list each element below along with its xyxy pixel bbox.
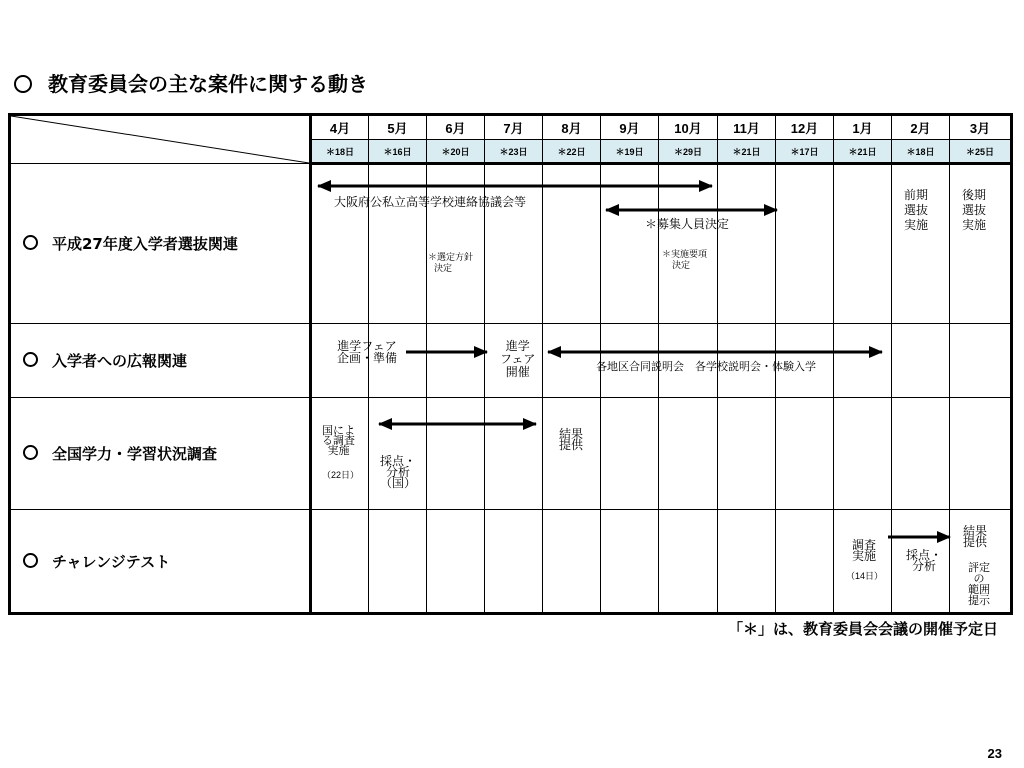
late-selection-line: 後期 [962, 188, 987, 202]
table-cell [427, 164, 485, 324]
table-cell [485, 510, 543, 614]
early-selection-line: 前期 [904, 188, 929, 202]
table-cell [543, 164, 601, 324]
table-cell [485, 164, 543, 324]
grade-range-line: 評定 [968, 562, 990, 574]
table-cell [543, 398, 601, 510]
fair-prep-line: 進学フェア [337, 339, 397, 353]
meeting-date: ＊16日 [369, 140, 427, 164]
fair-held-line: フェア [500, 352, 536, 366]
quota-label: ＊募集人員決定 [645, 217, 730, 231]
table-cell [601, 398, 659, 510]
table-cell [369, 510, 427, 614]
corner-diagonal-line [11, 116, 309, 163]
table-cell [659, 398, 718, 510]
policy-note-line: 決定 [434, 263, 453, 273]
table-cell [659, 510, 718, 614]
scoring-line: 採点・ [380, 454, 417, 468]
row-label-text: チャレンジテスト [52, 552, 171, 571]
meeting-date: ＊29日 [659, 140, 718, 164]
month-header: 6月 [427, 115, 485, 140]
table-cell [718, 398, 776, 510]
bullet-circle-icon [23, 352, 38, 367]
challenge-scoring-line: 採点・ [906, 548, 943, 562]
national-survey-date: （22日） [322, 470, 360, 480]
table-cell [543, 324, 601, 398]
challenge-result-line: 提供 [963, 535, 988, 549]
early-selection-line: 選抜 [904, 203, 929, 217]
national-survey-line: 実施 [327, 445, 350, 457]
council-label: 大阪府公私立高等学校連絡協議会等 [334, 195, 527, 209]
month-header: 10月 [659, 115, 718, 140]
meeting-date: ＊22日 [543, 140, 601, 164]
row-label [10, 398, 311, 510]
table-cell [834, 164, 892, 324]
table-cell [892, 324, 950, 398]
policy-note [428, 252, 473, 274]
row-label-text: 入学者への広報関連 [52, 352, 188, 370]
late-selection-label [962, 188, 986, 233]
table-cell [718, 510, 776, 614]
grade-range-line: 提示 [968, 595, 990, 607]
month-header: 12月 [776, 115, 834, 140]
guideline-note-line: 決定 [672, 260, 691, 270]
meeting-date: ＊23日 [485, 140, 543, 164]
table-cell [369, 164, 427, 324]
result-provided-line: 提供 [559, 438, 584, 452]
row-label-text: 平成27年度入学者選抜関連 [52, 235, 238, 253]
scoring-line: （国） [380, 476, 417, 490]
month-header: 3月 [950, 115, 1012, 140]
challenge-scoring-label [906, 550, 942, 572]
table-cell [776, 398, 834, 510]
bullet-circle-icon [14, 75, 32, 93]
row-label-text: 全国学力・学習状況調査 [52, 445, 218, 463]
table-cell [311, 164, 369, 324]
month-header: 4月 [311, 115, 369, 140]
month-header: 5月 [369, 115, 427, 140]
table-cell [311, 510, 369, 614]
guideline-note [662, 249, 707, 271]
meeting-date: ＊20日 [427, 140, 485, 164]
row-label [10, 510, 311, 614]
grade-range-label [968, 563, 990, 607]
meeting-date: ＊21日 [718, 140, 776, 164]
table-cell [543, 510, 601, 614]
table-cell [601, 164, 659, 324]
scoring-line: 分析 [386, 465, 411, 479]
late-selection-line: 選抜 [962, 203, 987, 217]
table-row [10, 164, 1012, 324]
challenge-scoring-line: 分析 [912, 559, 937, 573]
month-header: 7月 [485, 115, 543, 140]
policy-note-line: ＊選定方針 [428, 252, 474, 262]
table-corner-cell [10, 115, 311, 164]
row-label [10, 324, 311, 398]
bullet-circle-icon [23, 553, 38, 568]
meeting-date: ＊17日 [776, 140, 834, 164]
table-cell [892, 398, 950, 510]
table-cell [776, 510, 834, 614]
grade-range-line: の [973, 573, 985, 585]
footnote: 「＊」は、教育委員会会議の開催予定日 [727, 620, 998, 638]
fair-held-line: 進学 [505, 339, 530, 353]
meeting-date: ＊25日 [950, 140, 1012, 164]
page-number: 23 [987, 746, 1002, 761]
row-label [10, 164, 311, 324]
fair-prep-line: 企画・準備 [337, 351, 398, 365]
month-header: 2月 [892, 115, 950, 140]
table-row [10, 398, 1012, 510]
table-cell [601, 510, 659, 614]
fair-prep-label [337, 340, 397, 364]
table-cell [834, 324, 892, 398]
table-cell [427, 324, 485, 398]
challenge-survey-label [852, 540, 876, 562]
national-survey-label [322, 426, 355, 456]
result-provided-line: 結果 [559, 427, 584, 441]
table-cell [427, 398, 485, 510]
table-cell [659, 164, 718, 324]
bullet-circle-icon [23, 445, 38, 460]
fair-held-label [500, 340, 535, 379]
table-cell [950, 398, 1012, 510]
meeting-date: ＊18日 [311, 140, 369, 164]
scoring-label [380, 456, 416, 489]
bullet-circle-icon [23, 235, 38, 250]
national-survey-line: 国によ [322, 425, 355, 437]
challenge-survey-line: 調査 [852, 538, 877, 552]
month-header: 11月 [718, 115, 776, 140]
table-cell [950, 324, 1012, 398]
challenge-result-line: 結果 [963, 524, 988, 538]
table-cell [718, 164, 776, 324]
grade-range-line: 範囲 [968, 584, 990, 596]
result-provided-label [559, 429, 583, 451]
meeting-date: ＊19日 [601, 140, 659, 164]
guideline-note-line: ＊実施要項 [662, 249, 708, 259]
fair-held-line: 開催 [505, 365, 530, 379]
challenge-survey-line: 実施 [852, 549, 877, 563]
early-selection-label [904, 188, 928, 233]
month-header: 8月 [543, 115, 601, 140]
meeting-date: ＊21日 [834, 140, 892, 164]
early-selection-line: 実施 [904, 218, 929, 232]
page-title [14, 68, 368, 97]
national-survey-line: る調査 [322, 435, 355, 447]
challenge-survey-date: （14日） [846, 571, 884, 581]
meeting-date: ＊18日 [892, 140, 950, 164]
challenge-result-label [963, 526, 987, 548]
page-title-text: 教育委員会の主な案件に関する動き [48, 72, 368, 96]
table-cell [776, 164, 834, 324]
month-header: 9月 [601, 115, 659, 140]
sessions-label: 各地区合同説明会 各学校説明会・体験入学 [596, 361, 816, 373]
late-selection-line: 実施 [962, 218, 987, 232]
table-cell [485, 398, 543, 510]
table-cell [427, 510, 485, 614]
month-header: 1月 [834, 115, 892, 140]
table-cell [834, 398, 892, 510]
